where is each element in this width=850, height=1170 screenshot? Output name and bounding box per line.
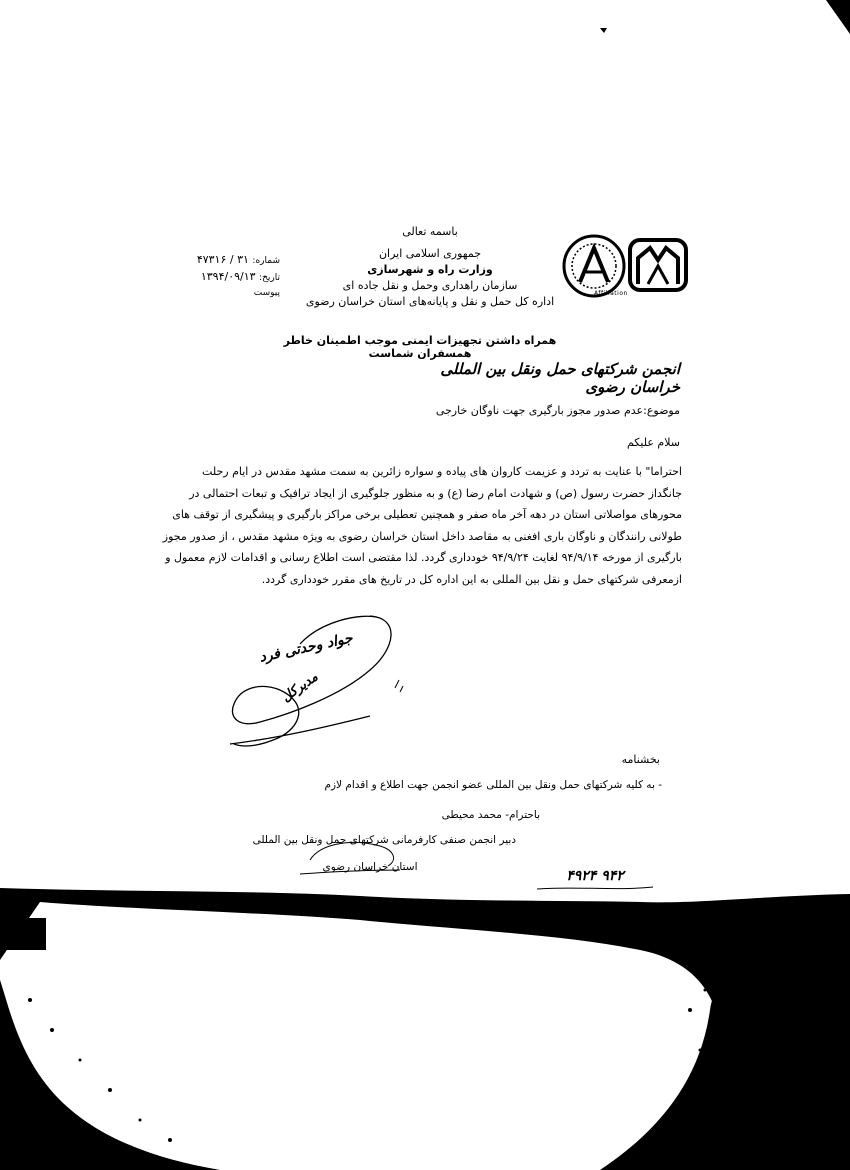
attachment-label: پیوست [253, 288, 280, 298]
logo-caption: Affiliation [594, 290, 628, 297]
organization-logo [560, 232, 690, 302]
body-line: احتراما" با عنایت به تردد و عزیمت کاروان های پیاده و سواره زائرین به سمت مشهد مقدس در ایام رحلت [202, 465, 682, 478]
country-name: جمهوری اسلامی ایران [378, 247, 482, 260]
body-line: طولانی رانندگان و ناوگان باری افغنی به مقاصد داخل استان خراسان رضوی به ویژه مشهد مقدس ، از صدور مجوز [162, 529, 682, 543]
letterhead [300, 224, 560, 310]
subject-line: موضوع:عدم صدور مجوز بارگیری جهت ناوگان خارجی [435, 404, 680, 417]
bismillah: باسمه تعالی [402, 225, 458, 238]
organization-name: سازمان راهداری وحمل و نقل جاده ای [342, 279, 518, 292]
circular-line: - به کلیه شرکتهای حمل ونقل بین المللی عضو انجمن جهت اطلاع و اقدام لازم [324, 779, 662, 791]
body-line: ازمعرفی شرکتهای حمل و نقل بین المللی به این اداره کل در تاریخ های مقرر خودداری گردد. [261, 572, 682, 586]
safety-slogan: همراه داشتن تجهیزات ایمنی موجب اطمینان خاطر همسفران شماست [283, 334, 557, 360]
underline-mark [535, 885, 655, 893]
circular-province: استان خراسان رضوی [322, 861, 418, 873]
body-line: جانگداز حضرت رسول (ص) و شهادت امام رضا (ع) و به منظور جلوگیری از ایجاد ترافیک و تبعات احتمالی در [189, 486, 682, 500]
ministry-name: وزارت راه و شهرسازی [367, 263, 493, 276]
date-label: تاریخ: [259, 273, 280, 283]
circular-secretary: دبیر انجمن صنفی کارفرمانی شرکتهای حمل ونقل بین المللی [252, 834, 516, 846]
letter-number: ۳۱ / ۴۷۳۱۶ [196, 253, 249, 266]
signatory-name: جواد وحدتی فرد [257, 630, 355, 666]
registration-number: ۹۴۲ ۴۹۲۴ [566, 868, 624, 884]
registration-date: ۹۴ / ۹ / ۱۴ [561, 900, 629, 916]
letter-date: ۱۳۹۴/۰۹/۱۳ [200, 270, 256, 283]
body-line: محورهای مواصلاتی استان در دهه آخر ماه صفر و همچنین تعطیلی برخی مراکز بارگیری و پیشگیری از توقف های [172, 508, 682, 521]
stamp-scribble [290, 826, 410, 886]
circular-regards: باحترام- محمد محیطی [441, 809, 540, 821]
office-name: اداره کل حمل و نقل و پایانه‌های استان خراسان رضوی [305, 295, 555, 308]
recipient: انجمن شرکتهای حمل ونقل بین المللی خراسان رضوی [440, 360, 680, 396]
greeting: سلام علیکم [626, 436, 680, 449]
number-label: شماره: [252, 256, 280, 266]
signatory-title: مدیرکل [279, 669, 321, 706]
body-line: بارگیری از مورخه ۹۴/۹/۱۴ لغایت ۹۴/۹/۲۴ خودداری گردد. لذا مقتضی است اطلاع رسانی و اقدامات لازم معمول و [165, 551, 682, 564]
circular-heading: بخشنامه [621, 753, 660, 766]
letter-meta [180, 252, 280, 300]
signature-scribble [220, 608, 420, 758]
letter-body [160, 461, 682, 590]
